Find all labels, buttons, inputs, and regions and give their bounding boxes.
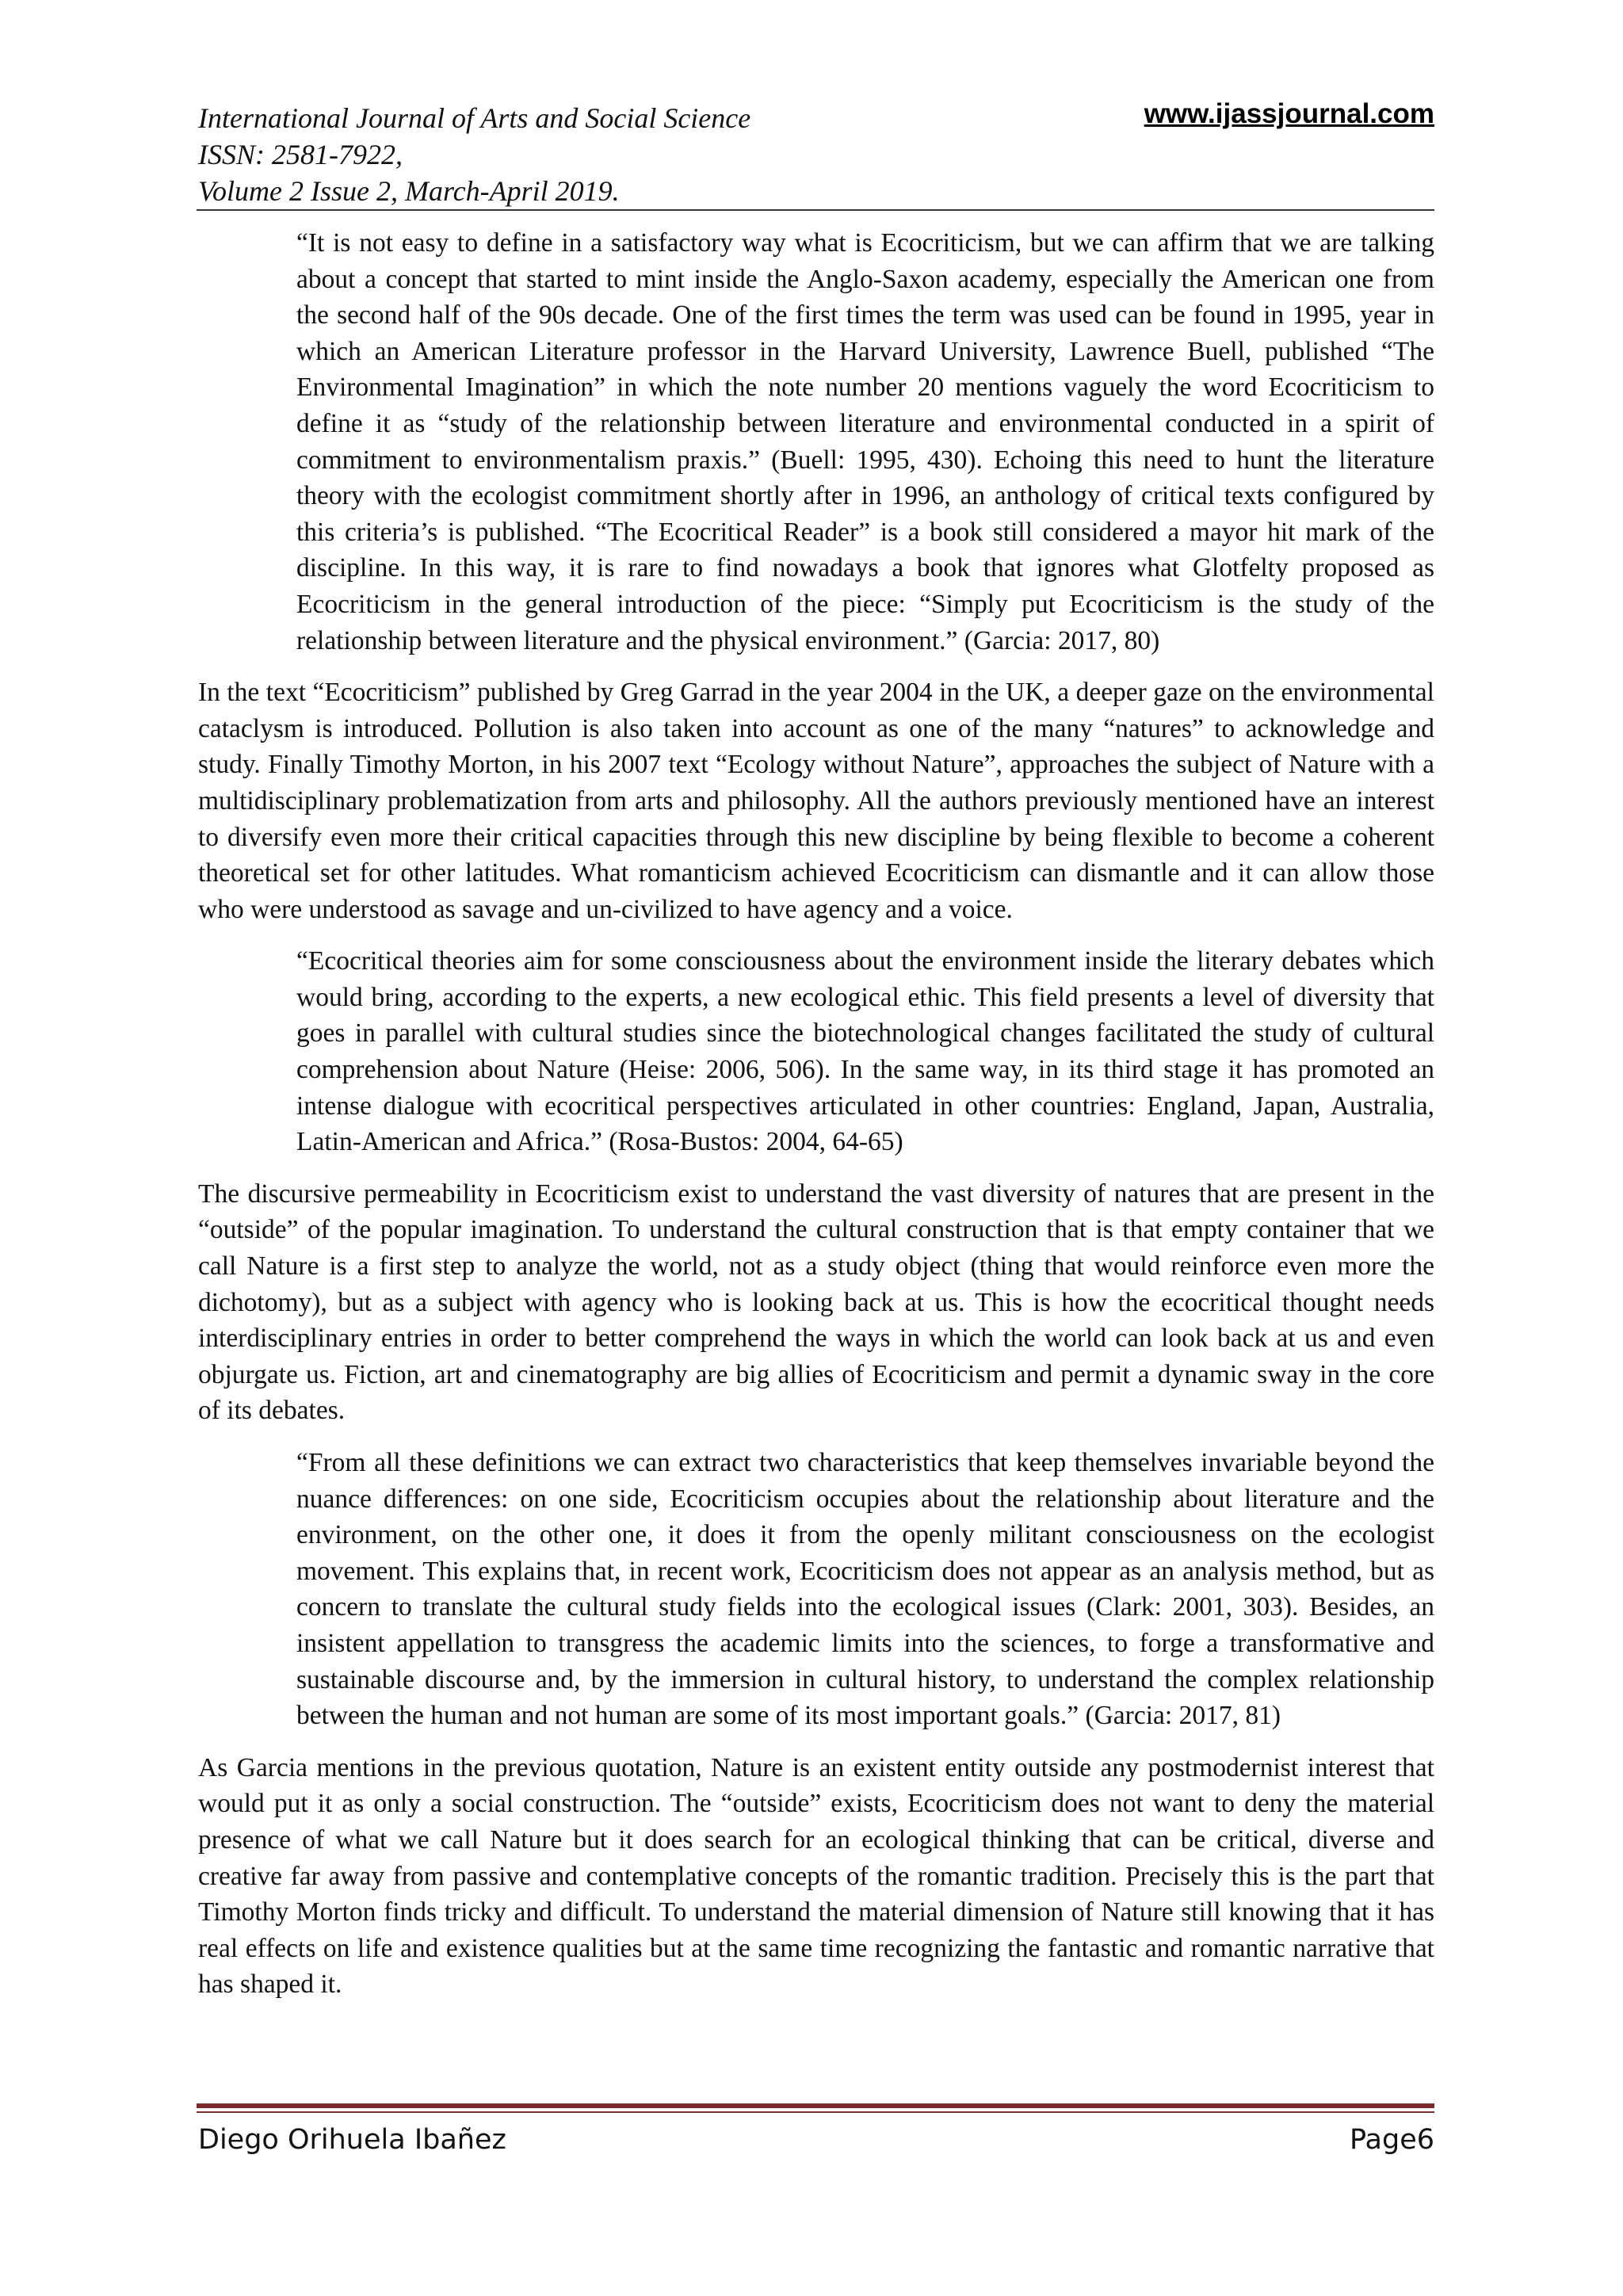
footer-author: Diego Orihuela Ibañez [198,2124,506,2156]
journal-title: International Journal of Arts and Social Science [198,102,751,134]
paragraph-1: In the text “Ecocriticism” published by Greg Garrad in the year 2004 in the UK, a deeper gaze on the environmental cataclysm is introduced. Pollution is also taken into account as one of the many “natures” to acknowledge and study. Finally Timothy Morton, in his 2007 text “Ecology without Nature”, approaches the subject of Nature with a multidisciplinary problematization from arts and philosophy. All the authors previously mentioned have an interest to diversify even more their critical capacities through this new discipline by being flexible to become a coherent theoretical set for other latitudes. What romanticism achieved Ecocriticism can dismantle and it can allow those who were understood as savage and un-civilized to have agency and a voice. [198,678,1434,924]
footer-divider-thick [197,2103,1434,2108]
journal-website-link[interactable]: www.ijassjournal.com [1144,98,1434,129]
footer-page-number: Page6 [1350,2124,1434,2156]
block-quote-2: “Ecocritical theories aim for some consciousness about the environment inside the literary debates which would bring, according to the experts, a new ecological ethic. This field presents a level of diversity that goes in parallel with cultural studies since the biotechnological changes facilitated the study of cultural comprehension about Nature (Heise: 2006, 506). In the same way, in its third stage it has promoted an intense dialogue with ecocritical perspectives articulated in other countries: England, Japan, Australia, Latin-American and Africa.” (Rosa-Bustos: 2004, 64-65) [296,946,1434,1157]
paragraph-2: The discursive permeability in Ecocriticism exist to understand the vast diversity of natures that are present in the “outside” of the popular imagination. To understand the cultural construction that is that empty container that we call Nature is a first step to analyze the world, not as a study object (thing that would reinforce even more the dichotomy), but as a subject with agency who is looking back at us. This is how the ecocritical thought needs interdisciplinary entries in order to better comprehend the ways in which the world can look back at us and even objurgate us. Fiction, art and cinematography are big allies of Ecocriticism and permit a dynamic sway in the core of its debates. [198,1179,1434,1426]
paragraph-3: As Garcia mentions in the previous quotation, Nature is an existent entity outside any postmodernist interest that would put it as only a social construction. The “outside” exists, Ecocriticism does not want to deny the material presence of what we call Nature but it does search for an ecological thinking that can be critical, diverse and creative far away from passive and contemplative concepts of the romantic tradition. Precisely this is the part that Timothy Morton finds tricky and difficult. To understand the material dimension of Nature still knowing that it has real effects on life and existence qualities but at the same time recognizing the fantastic and romantic narrative that has shaped it. [198,1752,1434,2000]
journal-header [198,100,1070,209]
footer-divider-thin [197,2111,1434,2113]
block-quote-3: “From all these definitions we can extract two characteristics that keep themselves invariable beyond the nuance differences: on one side, Ecocriticism occupies about the relationship about literature and the environment, on the other one, it does it from the openly militant consciousness on the ecologist movement. This explains that, in recent work, Ecocriticism does not appear as an analysis method, but as concern to translate the cultural study fields into the ecological issues (Clark: 2001, 303). Besides, an insistent appellation to transgress the academic limits into the sciences, to forge a transformative and sustainable discourse and, by the immersion in cultural history, to understand the complex relationship between the human and not human are some of its most important goals.” (Garcia: 2017, 81) [296,1448,1434,1731]
journal-volume: Volume 2 Issue 2, March-April 2019. [198,175,620,207]
journal-issn: ISSN: 2581-7922, [198,139,403,170]
header-divider [197,209,1434,211]
block-quote-1: “It is not easy to define in a satisfactory way what is Ecocriticism, but we can affirm that we are talking about a concept that started to mint inside the Anglo-Saxon academy, especially the American one from the second half of the 90s decade. One of the first times the term was used can be found in 1995, year in which an American Literature professor in the Harvard University, Lawrence Buell, published “The Environmental Imagination” in which the note number 20 mentions vaguely the word Ecocriticism to define it as “study of the relationship between literature and environmental conducted in a spirit of commitment to environmentalism praxis.” (Buell: 1995, 430). Echoing this need to hunt the literature theory with the ecologist commitment shortly after in 1996, an anthology of critical texts configured by this criteria’s is published. “The Ecocritical Reader” is a book still considered a mayor hit mark of the discipline. In this way, it is rare to find nowadays a book that ignores what Glotfelty proposed as Ecocriticism in the general introduction of the piece: “Simply put Ecocriticism is the study of the relationship between literature and the physical environment.” (Garcia: 2017, 80) [296,228,1434,655]
article-body [198,225,1434,2003]
